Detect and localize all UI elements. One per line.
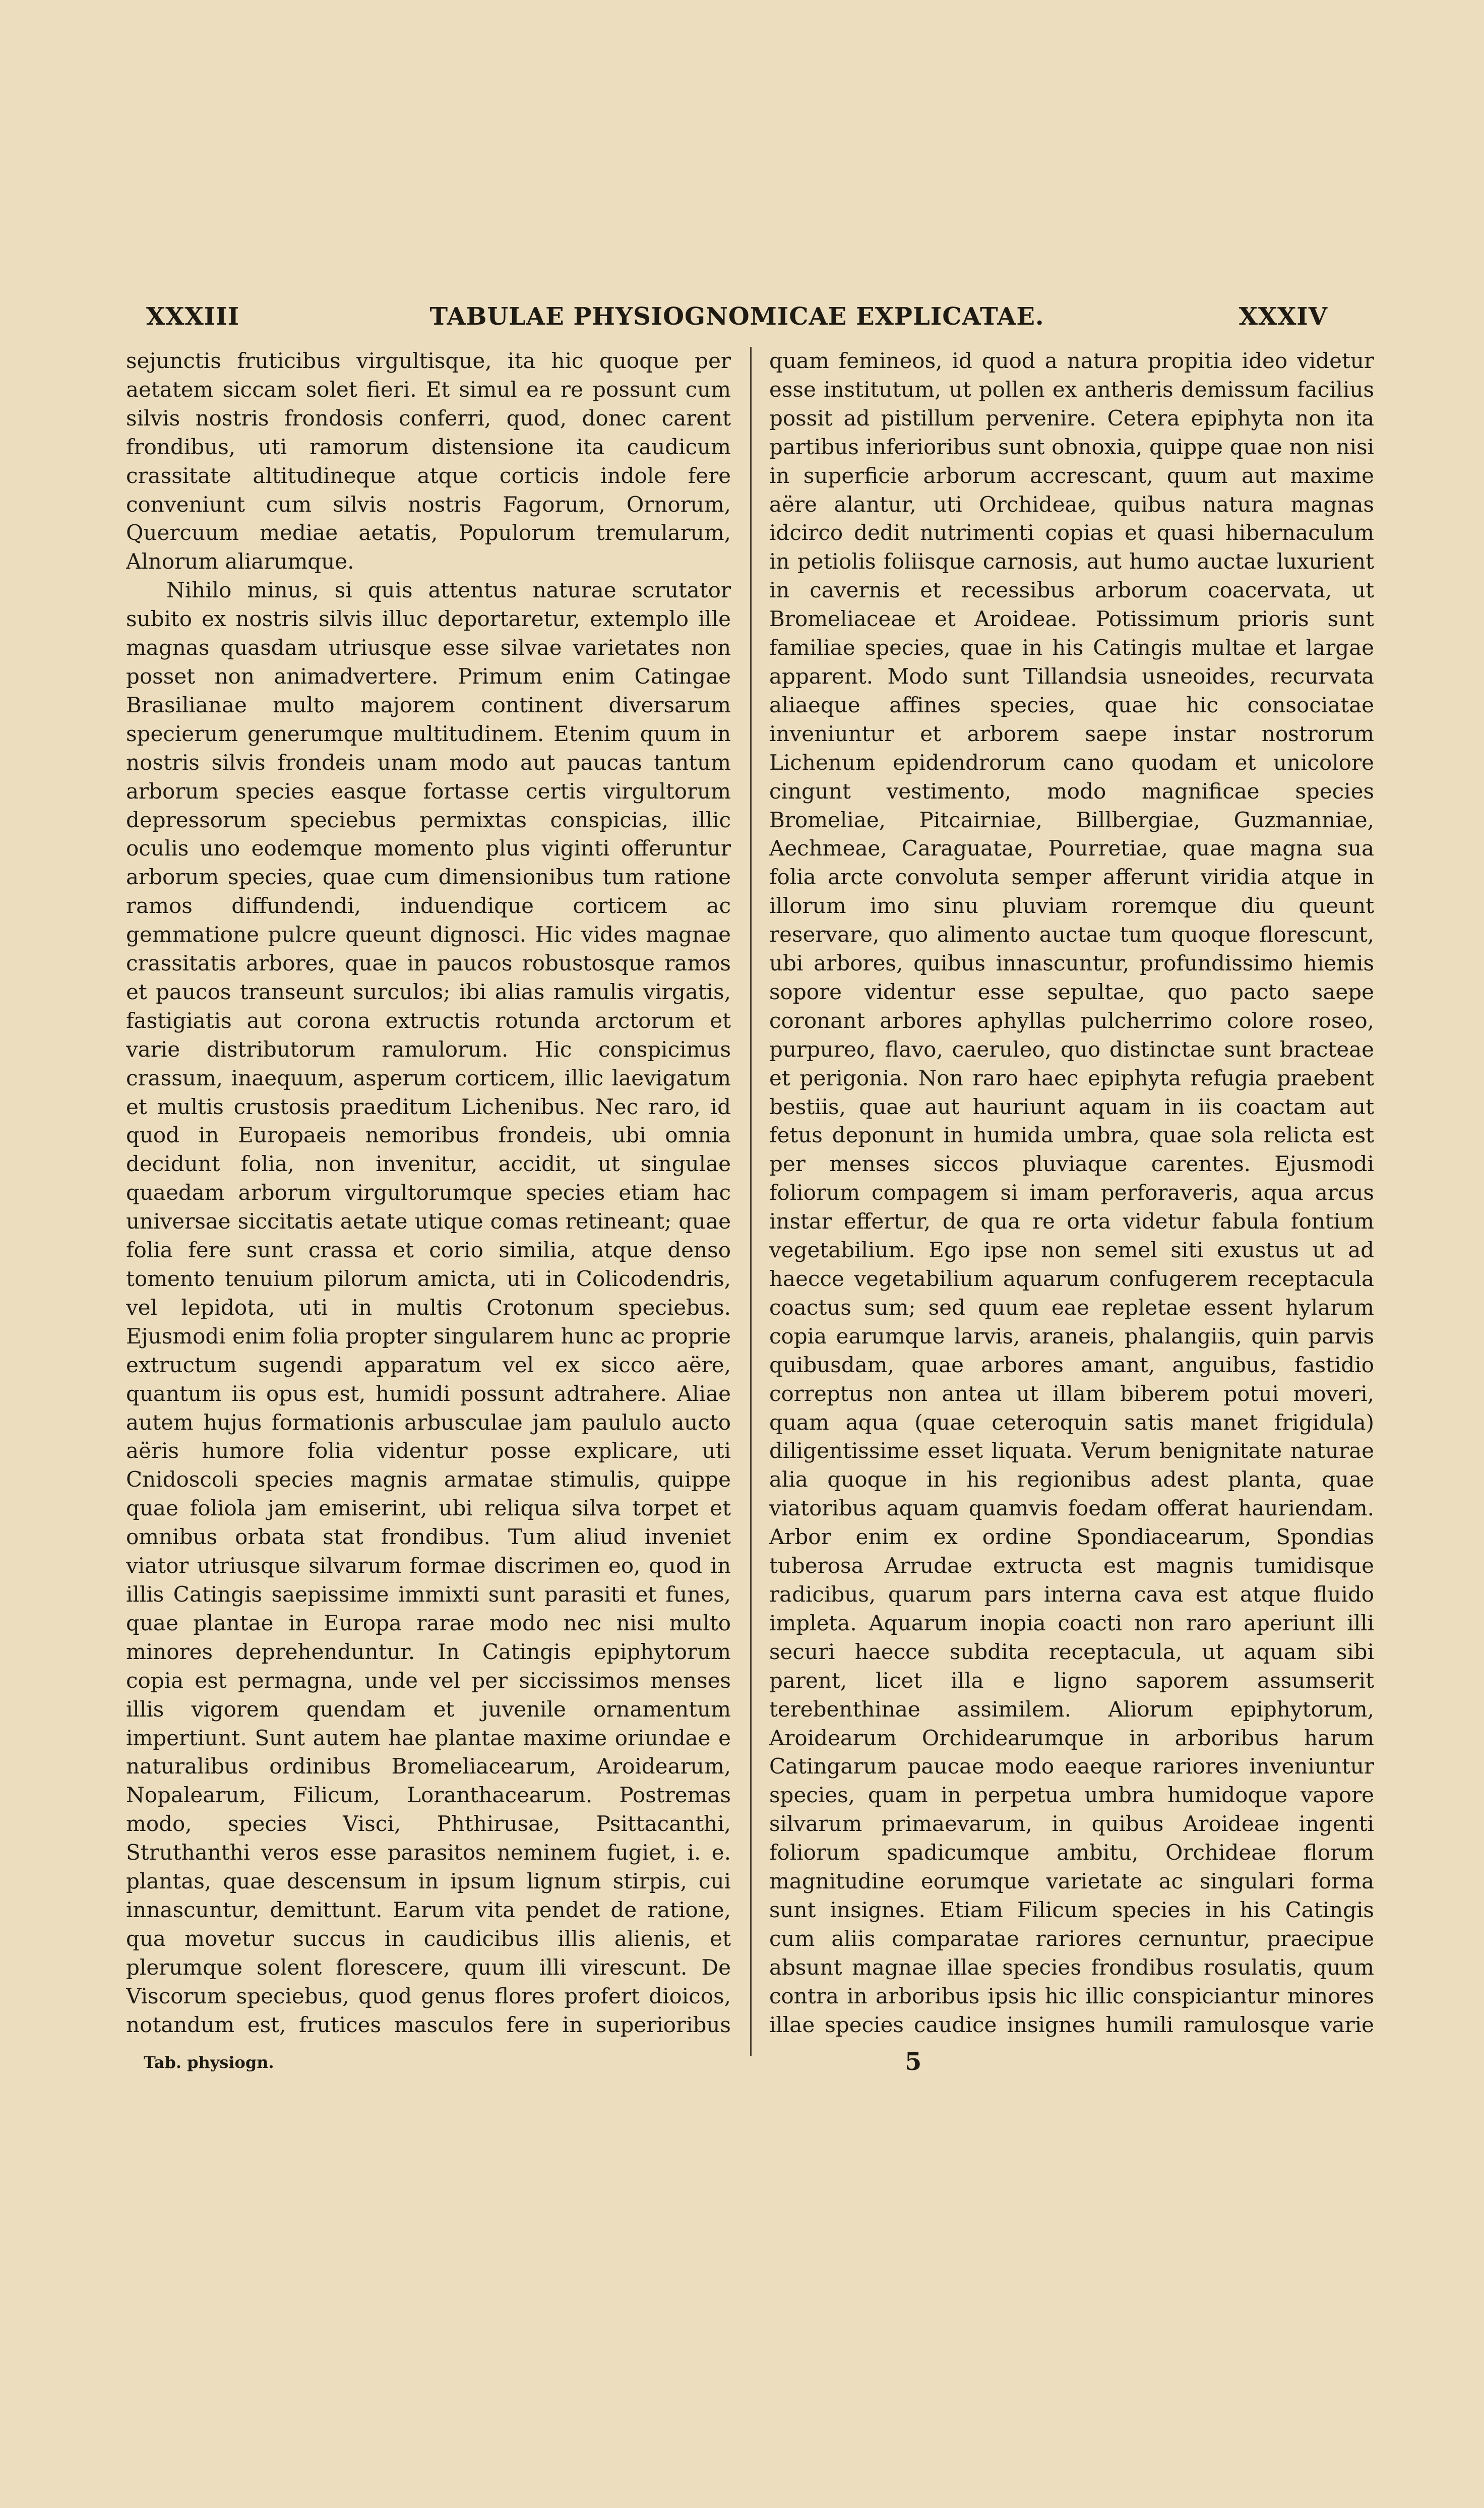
- left-column: [126, 347, 731, 2041]
- left-paragraph-1: sejunctis fruticibus virgultisque, ita hic quoque per aetatem siccam solet fieri. Et simul ea re possunt cum silvis nostris frondosis conferri, quod, donec carent frondibus, uti ramorum distensione ita caudicum crassitate altitudineque atque corticis indole fere conveniunt cum silvis nostris Fagorum, Ornorum, Quercuum mediae aetatis, Populorum tremularum, Alnorum aliarumque.: [126, 348, 731, 574]
- left-page-number: XXXIII: [146, 302, 240, 331]
- left-paragraph-2: Nihilo minus, si quis attentus naturae scrutator subito ex nostris silvis illuc deportaretur, extemplo ille magnas quasdam utriusque esse silvae varietates non posset non animadvertere. Primum enim Catingae Brasilianae multo majorem continent diversarum specierum generumque multitudinem. Etenim quum in nostris silvis frondeis unam modo aut paucas tantum arborum species easque fortasse certis virgultorum depressorum speciebus permixtas conspicias, illic oculis uno eodemque momento plus viginti offeruntur arborum species, quae cum dimensionibus tum ratione ramos diffundendi, induendique corticem ac gemmatione pulcre queunt dignosci. Hic vides magnae crassitatis arbores, quae in paucos robustosque ramos et paucos transeunt surculos; ibi alias ramulis virgatis, fastigiatis aut corona extructis rotunda arctorum et varie distributorum ramulorum. Hic conspicimus crassum, inaequum, asperum corticem, illic laevigatum et multis crustosis praeditum Lichenibus. Nec raro, id quod in Europaeis nemoribus frondeis, ubi omnia decidunt folia, non invenitur, accidit, ut singulae quaedam arborum virgultorumque species etiam hac universae siccitatis aetate utique comas retineant; quae folia fere sunt crassa et corio similia, atque denso tomento tenuium pilorum amicta, uti in Colicodendris, vel lepidota, uti in multis Crotonum speciebus. Ejusmodi enim folia propter singularem hunc ac proprie extructum sugendi apparatum vel ex sicco aëre, quantum iis opus est, humidi possunt adtrahere. Aliae autem hujus formationis arbusculae jam paululo aucto aëris humore folia videntur posse explicare, uti Cnidoscoli species magnis armatae stimulis, quippe quae foliola jam emiserint, ubi reliqua silva torpet et omnibus orbata stat frondibus. Tum aliud inveniet viator utriusque silvarum formae discrimen eo, quod in illis Catingis saepissime immixti sunt parasiti et funes, quae plantae in Europa rarae modo nec nisi multo minores deprehenduntur. In Catingis epiphytorum copia est permagna, unde vel per siccissimos menses illis vigorem quendam et juvenile ornamentum impertiunt. Sunt autem hae plantae maxime oriundae e naturalibus ordinibus Bromeliacearum, Aroidearum, Nopalearum, Filicum, Loranthacearum. Postremas modo, species Visci, Phthirusae, Psittacanthi, Struthanthi veros esse parasitos neminem fugiet, i. e. plantas, quae descensum in ipsum lignum stirpis, cui innascuntur, demittunt. Earum vita pendet de ratione, qua movetur succus in caudicibus illis alienis, et plerumque solent florescere, quum illi virescunt. De Viscorum speciebus, quod genus flores profert dioicos, notandum est, frutices masculos fere in superioribus: [126, 578, 731, 2037]
- right-page-number: XXXIV: [1239, 302, 1328, 331]
- sheet-number: 5: [905, 2048, 922, 2076]
- running-title: TABULAE PHYSIOGNOMICAE EXPLICATAE.: [429, 302, 1044, 331]
- signature-mark: Tab. physiogn.: [144, 2053, 274, 2072]
- column-divider: [750, 347, 752, 2056]
- right-paragraph-1: quam femineos, id quod a natura propitia ideo videtur esse institutum, ut pollen ex antheris demissum facilius possit ad pistillum pervenire. Cetera epiphyta non ita partibus inferioribus sunt obnoxia, quippe quae non nisi in superficie arborum accrescant, quum aut maxime aëre alantur, uti Orchideae, quibus natura magnas idcirco dedit nutrimenti copias et quasi hibernaculum in petiolis foliisque carnosis, aut humo auctae luxurient in cavernis et recessibus arborum coacervata, ut Bromeliaceae et Aroideae. Potissimum prioris sunt familiae species, quae in his Catingis multae et largae apparent. Modo sunt Tillandsia usneoides, recurvata aliaeque affines species, quae hic consociatae inveniuntur et arborem saepe instar nostrorum Lichenum epidendrorum cano quodam et unicolore cingunt vestimento, modo magnificae species Bromeliae, Pitcairniae, Billbergiae, Guzmanniae, Aechmeae, Caraguatae, Pourretiae, quae magna sua folia arcte convoluta semper afferunt viridia atque in illorum imo sinu pluviam roremque diu queunt reservare, quo alimento auctae tum quoque florescunt, ubi arbores, quibus innascuntur, profundissimo hiemis sopore videntur esse sepultae, quo pacto saepe coronant arbores aphyllas pulcherrimo colore roseo, purpureo, flavo, caeruleo, quo distinctae sunt bracteae et perigonia. Non raro haec epiphyta refugia praebent bestiis, quae aut hauriunt aquam in iis coactam aut fetus deponunt in humida umbra, quae sola relicta est per menses siccos pluviaque carentes. Ejusmodi foliorum compagem si imam perforaveris, aqua arcus instar effertur, de qua re orta videtur fabula fontium vegetabilium. Ego ipse non semel siti exustus ut ad haecce vegetabilium aquarum confugerem receptacula coactus sum; sed quum eae repletae essent hylarum copia earumque larvis, araneis, phalangiis, quin parvis quibusdam, quae arbores amant, anguibus, fastidio correptus non antea ut illam biberem potui moveri, quam aqua (quae ceteroquin satis manet frigidula) diligentissime esset liquata. Verum benignitate naturae alia quoque in his regionibus adest planta, quae viatoribus aquam quamvis foedam offerat hauriendam. Arbor enim ex ordine Spondiacearum, Spondias tuberosa Arrudae extructa est magnis tumidisque radicibus, quarum pars interna cava est atque fluido impleta. Aquarum inopia coacti non raro aperiunt illi securi haecce subdita receptacula, ut aquam sibi parent, licet illa e ligno saporem assumserit terebenthinae assimilem. Aliorum epiphytorum, Aroidearum Orchidearumque in arboribus harum Catingarum paucae modo eaeque rariores inveniuntur species, quam in perpetua umbra humidoque vapore silvarum primaevarum, in quibus Aroideae ingenti foliorum spadicumque ambitu, Orchideae florum magnitudine eorumque varietate ac singulari forma sunt insignes. Etiam Filicum species in his Catingis cum aliis comparatae rariores cernuntur, praecipue absunt magnae illae species frondibus rosulatis, quum contra in arboribus ipsis hic illic conspiciantur minores illae species caudice insignes humili ramulosque varie: [769, 348, 1374, 2037]
- right-column: [769, 347, 1374, 2041]
- running-header: [126, 302, 1348, 338]
